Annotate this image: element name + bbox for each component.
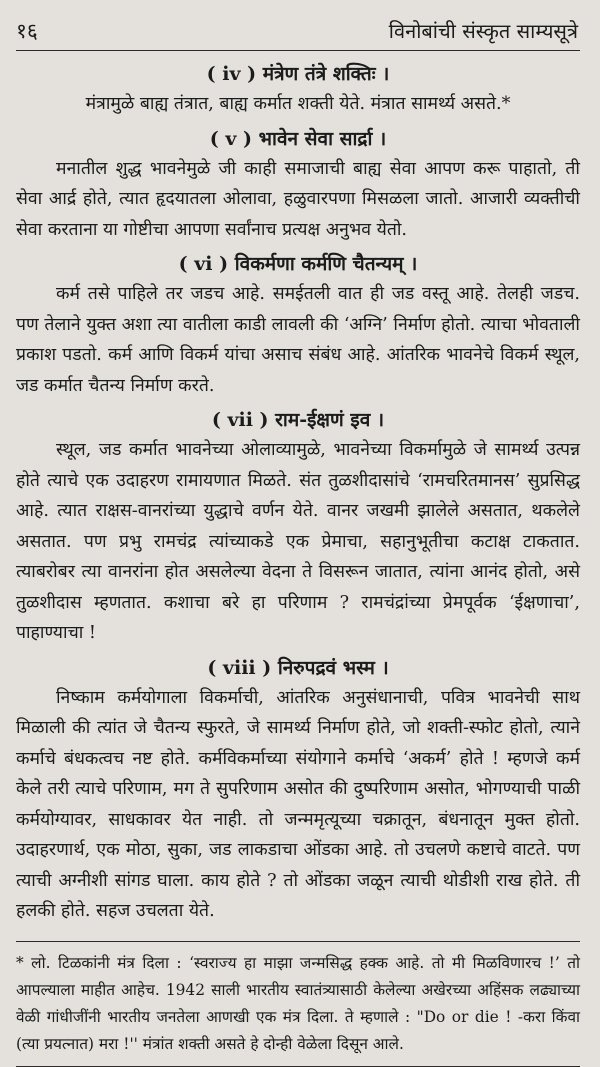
book-title: विनोबांची संस्कृत साम्यसूत्रे — [388, 19, 578, 43]
section-text-vii: स्थूल, जड कर्मात भावनेच्या ओलाव्यामुळे, भावनेच्या विकर्मामुळे जे सामर्थ्य उत्पन्न होते त्याचे एक उदाहरण रामायणात मिळते. संत तुळशीदासांचे ‘रामचरितमानस’ सुप्रसिद्ध आहे. त्यात राक्षस-वानरांच्या युद्धाचे वर्णन येते. वानर जखमी झालेले असतात, थकलेले असतात. पण प्रभु रामचंद्र त्यांच्याकडे एक प्रेमाचा, सहानुभूतीचा कटाक्ष टाकतात. त्याबरोबर त्या वानरांना होत असलेल्या वेदना ते विसरून जातात, त्यांना आनंद होतो, असे तुळशीदास म्हणतात. कशाचा बरे हा परिणाम ? रामचंद्रांच्या प्रेमपूर्वक ‘ईक्षणाचा’, पाहाण्याचा ! — [16, 440, 580, 643]
section-heading-viii: ( viii ) निरुपद्रवं भस्म । — [207, 656, 389, 679]
footnote: * लो. टिळकांनी मंत्र दिला : ‘स्वराज्य हा माझा जन्मसिद्ध हक्क आहे. तो मी मिळविणारच !’ तो आपल्याला माहीत आहेच. 1942 साली भारतीय स्वातंत्र्यासाठी केलेल्या अखेरच्या अहिंसक लढ्याच्या वेळी गांधीजींनी भारतीय जनतेला आणखी एक मंत्र दिला. ते म्हणाले : "Do or die ! -करा किंवा (त्या प्रयत्नात) मरा !'' मंत्रांत शक्ती असते हे दोन्ही वेळेला दिसून आले. — [16, 953, 580, 1053]
section-text-iv: मंत्रामुळे बाह्य तंत्रात, बाह्य कर्मात शक्ती येते. मंत्रात सामर्थ्य असते.* — [85, 94, 511, 114]
running-header — [16, 18, 580, 51]
section-heading-vi: ( vi ) विकर्मणा कर्मणि चैतन्यम् । — [178, 253, 418, 275]
section-heading-v: ( v ) भावेन सेवा सार्द्रा । — [209, 127, 387, 150]
bottom-divider — [16, 1066, 580, 1067]
section-heading-iv: ( iv ) मंत्रेण तंत्रे शक्तिः । — [206, 63, 390, 85]
section-heading-vii: ( vii ) राम-ईक्षणं इव । — [211, 409, 385, 431]
footnote-divider — [16, 941, 580, 942]
section-text-vi: कर्म तसे पाहिले तर जडच आहे. समईतली वात ही जड वस्तू आहे. तेलही जडच. पण तेलाने युक्त अशा त्या वातीला काडी लावली की ‘अग्नि’ निर्माण होतो. त्याचा भोवताली प्रकाश पडतो. कर्म आणि विकर्म यांचा असाच संबंध आहे. आंतरिक भावनेचे विकर्म स्थूल, जड कर्मात चैतन्य निर्माण करते. — [16, 284, 580, 396]
section-text-viii: निष्काम कर्मयोगाला विकर्माची, आंतरिक अनुसंधानाची, पवित्र भावनेची साथ मिळाली की त्यांत जे चैतन्य स्फुरते, जे सामर्थ्य निर्माण होते, जो शक्ती-स्फोट होतो, त्याने कर्माचे बंधकत्वच नष्ट होते. कर्मविकर्माच्या संयोगाने कर्माचे ‘अकर्म’ होते ! म्हणजे कर्म केले तरी त्याचे परिणाम, मग ते सुपरिणाम असोत की दुष्परिणाम असोत, भोगण्याची पाळी कर्मयोग्यावर, साधकावर येत नाही. तो जन्ममृत्यूच्या चक्रातून, बंधनातून मुक्त होतो. उदाहरणार्थ, एक मोठा, सुका, जड लाकडाचा ओंडका आहे. तो उचलणे कष्टाचे वाटते. पण त्याची अग्नीशी सांगड घाला. काय होते ? तो ओंडका जळून त्याची थोडीशी राख होते. ती हलकी होते. सहज उचलता येते. — [16, 687, 580, 921]
page-number: १६ — [16, 19, 38, 43]
section-text-v: मनातील शुद्ध भावनेमुळे जी काही समाजाची बाह्य सेवा आपण करू पाहातो, ती सेवा आर्द्र होते, त्यात हृदयातला ओलावा, हळुवारपणा मिसळला जातो. आजारी व्यक्तीची सेवा करताना या गोष्टीचा आपणा सर्वांनाच प्रत्यक्ष अनुभव येतो. — [16, 158, 580, 240]
